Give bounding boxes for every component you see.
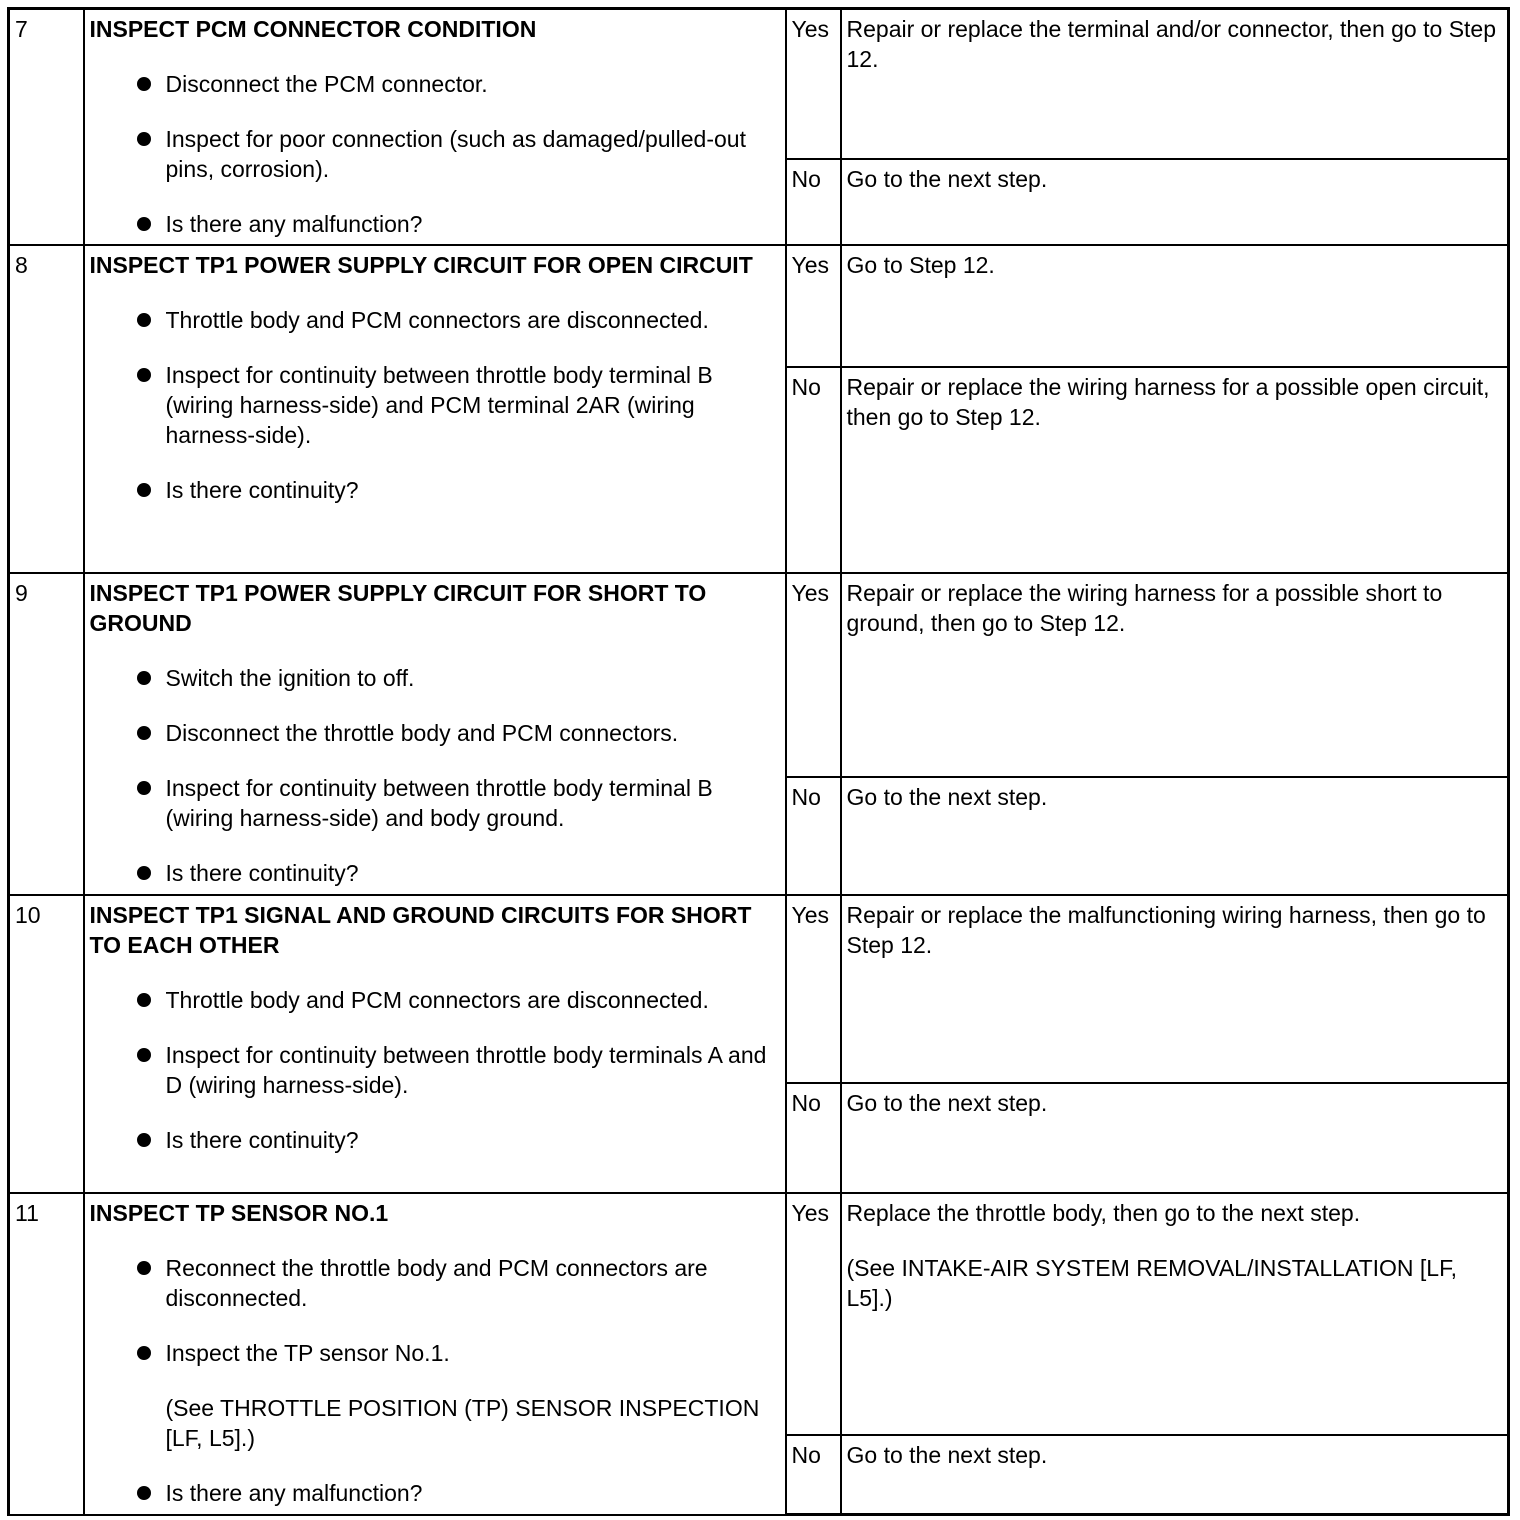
bullet-icon: [137, 726, 151, 740]
step-title: INSPECT TP SENSOR NO.1: [89, 1199, 389, 1226]
step-bullet: Inspect for continuity between throttle body terminal B (wiring harness-side) and PCM terminal 2AR (wiring harness-side).: [90, 360, 769, 450]
answer-yes-label: Yes: [791, 579, 830, 606]
answer-yes-cell: [786, 573, 841, 777]
result-yes-cell: [841, 9, 1509, 159]
result-yes-cell: [841, 1193, 1509, 1435]
step-bullet-list: [90, 69, 769, 239]
step-title: INSPECT TP1 POWER SUPPLY CIRCUIT FOR OPEN CIRCUIT: [89, 251, 753, 278]
bullet-icon: [137, 368, 151, 382]
answer-no-cell: [786, 159, 841, 245]
step-bullet: Inspect for continuity between throttle body terminal B (wiring harness-side) and body ground.: [90, 773, 769, 833]
step-bullet: Inspect for poor connection (such as damaged/pulled-out pins, corrosion).: [90, 124, 769, 184]
step-bullet: Throttle body and PCM connectors are disconnected.: [90, 985, 769, 1015]
result-no-cell: [841, 1435, 1509, 1515]
result-no-text: Go to the next step.: [846, 783, 1048, 810]
step-reference-note: (See THROTTLE POSITION (TP) SENSOR INSPECTION [LF, L5].): [165, 1394, 760, 1451]
result-no-text: Go to the next step.: [846, 1441, 1048, 1468]
result-no-text: Repair or replace the wiring harness for a possible open circuit, then go to Step 12.: [846, 373, 1490, 430]
result-yes-text: Replace the throttle body, then go to the next step.: [846, 1199, 1361, 1226]
step-bullet: Throttle body and PCM connectors are disconnected.: [90, 305, 769, 335]
step-bullet: Is there continuity?: [90, 1125, 769, 1155]
step-bullet: Is there continuity?: [90, 475, 769, 505]
answer-yes-label: Yes: [791, 901, 830, 928]
bullet-icon: [137, 1486, 151, 1500]
step-description-cell: [84, 895, 786, 1193]
answer-no-cell: [786, 1435, 841, 1515]
step-bullet: Disconnect the PCM connector.: [90, 69, 769, 99]
step-number-cell: [9, 245, 84, 573]
step-number-cell: [9, 895, 84, 1193]
answer-yes-label: Yes: [791, 16, 830, 42]
result-yes-text: Repair or replace the terminal and/or connector, then go to Step 12.: [846, 16, 1497, 72]
answer-no-cell: [786, 1083, 841, 1193]
bullet-icon: [137, 781, 151, 795]
bullet-icon: [137, 1048, 151, 1062]
step-number-cell: [9, 1193, 84, 1515]
step-bullet: Is there continuity?: [90, 858, 769, 888]
step-bullet-list: [90, 1478, 769, 1508]
result-yes-cell: [841, 573, 1509, 777]
step-title: INSPECT TP1 POWER SUPPLY CIRCUIT FOR SHORT TO GROUND: [89, 579, 707, 636]
result-yes-text: Go to Step 12.: [846, 251, 995, 278]
answer-no-label: No: [791, 1441, 821, 1468]
result-no-text: Go to the next step.: [846, 1089, 1048, 1116]
bullet-icon: [137, 313, 151, 327]
answer-no-cell: [786, 367, 841, 573]
result-yes-cell: [841, 895, 1509, 1083]
step-title: INSPECT TP1 SIGNAL AND GROUND CIRCUITS FOR SHORT TO EACH OTHER: [89, 901, 752, 958]
result-no-cell: [841, 777, 1509, 895]
answer-no-label: No: [791, 165, 821, 192]
step-number-cell: [9, 9, 84, 245]
result-no-text: Go to the next step.: [846, 165, 1048, 192]
step-bullet-list: [90, 663, 769, 888]
bullet-icon: [137, 671, 151, 685]
answer-no-label: No: [791, 373, 821, 400]
answer-no-cell: [786, 777, 841, 895]
step-bullet: Switch the ignition to off.: [90, 663, 769, 693]
answer-yes-cell: [786, 1193, 841, 1435]
step-number: 9: [15, 579, 28, 606]
step-number-cell: [9, 573, 84, 895]
step-bullet-list: [90, 985, 769, 1155]
step-bullet: Inspect the TP sensor No.1.: [90, 1338, 769, 1368]
result-no-cell: [841, 1083, 1509, 1193]
step-bullet: Disconnect the throttle body and PCM connectors.: [90, 718, 769, 748]
bullet-icon: [137, 866, 151, 880]
result-yes-cell: [841, 245, 1509, 367]
answer-yes-cell: [786, 245, 841, 367]
answer-yes-label: Yes: [791, 1199, 830, 1226]
step-bullet: Is there any malfunction?: [90, 1478, 769, 1508]
answer-yes-cell: [786, 9, 841, 159]
step-description-cell: [84, 245, 786, 573]
step-bullet: Reconnect the throttle body and PCM connectors are disconnected.: [90, 1253, 769, 1313]
diagnostic-steps-table: [7, 7, 1510, 1516]
bullet-icon: [137, 217, 151, 231]
step-description-cell: [84, 573, 786, 895]
step-title: INSPECT PCM CONNECTOR CONDITION: [89, 16, 537, 42]
result-no-cell: [841, 367, 1509, 573]
answer-no-label: No: [791, 783, 821, 810]
step-description-cell: [84, 9, 786, 245]
bullet-icon: [137, 1133, 151, 1147]
answer-yes-label: Yes: [791, 251, 830, 278]
step-row: [9, 245, 1509, 367]
bullet-icon: [137, 483, 151, 497]
step-row: [9, 573, 1509, 777]
step-bullet: Is there any malfunction?: [90, 209, 769, 239]
step-bullet-list: [90, 1253, 769, 1368]
step-row: [9, 895, 1509, 1083]
result-yes-text: Repair or replace the wiring harness for a possible short to ground, then go to Step 12.: [846, 579, 1443, 636]
result-yes-reference: (See INTAKE-AIR SYSTEM REMOVAL/INSTALLATION [LF, L5].): [846, 1254, 1457, 1311]
bullet-icon: [137, 1261, 151, 1275]
answer-no-label: No: [791, 1089, 821, 1116]
step-number: 10: [15, 901, 41, 928]
bullet-icon: [137, 77, 151, 91]
result-no-cell: [841, 159, 1509, 245]
answer-yes-cell: [786, 895, 841, 1083]
step-description-cell: [84, 1193, 786, 1515]
result-yes-text: Repair or replace the malfunctioning wiring harness, then go to Step 12.: [846, 901, 1486, 958]
step-bullet: Inspect for continuity between throttle body terminals A and D (wiring harness-side).: [90, 1040, 769, 1100]
bullet-icon: [137, 1346, 151, 1360]
bullet-icon: [137, 993, 151, 1007]
step-number: 8: [15, 251, 28, 278]
step-bullet-list: [90, 305, 769, 505]
step-row: [9, 1193, 1509, 1435]
step-number: 11: [15, 1199, 39, 1226]
step-number: 7: [15, 16, 28, 42]
bullet-icon: [137, 132, 151, 146]
step-row: [9, 9, 1509, 159]
